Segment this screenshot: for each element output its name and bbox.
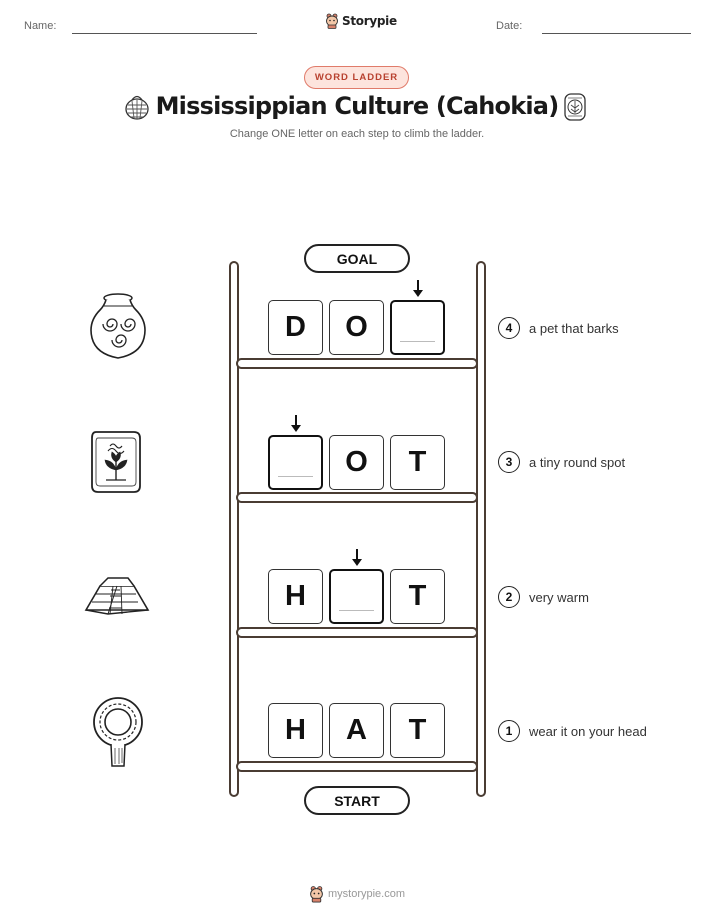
mascot-icon <box>325 13 339 29</box>
shell-gorget-icon <box>562 92 588 122</box>
step-number: 4 <box>498 317 520 339</box>
letter-tile: H <box>268 569 323 624</box>
letter-tile: O <box>329 435 384 490</box>
ladder-rung <box>236 761 478 772</box>
footer <box>309 885 405 903</box>
clue-text: very warm <box>529 590 589 605</box>
chunkey-stone-icon <box>90 696 146 768</box>
letter-tile: A <box>329 703 384 758</box>
blank-letter-input[interactable] <box>329 569 384 624</box>
down-arrow-icon <box>351 549 363 567</box>
mascot-icon <box>309 885 324 903</box>
ladder-rung <box>236 358 478 369</box>
step-number: 2 <box>498 586 520 608</box>
page-title: Mississippian Culture (Cahokia) <box>155 92 559 120</box>
brand-name: Storypie <box>342 14 397 28</box>
letter-tile: T <box>390 435 445 490</box>
step-number: 3 <box>498 451 520 473</box>
footer-url[interactable]: mystorypie.com <box>328 888 406 900</box>
clue-text: a pet that barks <box>529 321 619 336</box>
pottery-jar-icon <box>86 292 150 362</box>
start-label: START <box>304 786 410 815</box>
carved-tablet-icon <box>88 428 144 496</box>
brand-logo <box>325 13 397 29</box>
letter-tile: T <box>390 569 445 624</box>
letter-tile: D <box>268 300 323 355</box>
letter-tile: O <box>329 300 384 355</box>
ladder-rung <box>236 627 478 638</box>
name-line[interactable] <box>72 33 257 34</box>
blank-letter-input[interactable] <box>390 300 445 355</box>
down-arrow-icon <box>412 280 424 298</box>
clue-text: a tiny round spot <box>529 455 626 470</box>
date-label: Date: <box>496 20 523 32</box>
letter-tile: T <box>390 703 445 758</box>
letter-tile: H <box>268 703 323 758</box>
mound-pyramid-icon <box>82 574 152 616</box>
clue-text: wear it on your head <box>529 724 647 739</box>
down-arrow-icon <box>290 415 302 433</box>
step-number: 1 <box>498 720 520 742</box>
ladder-rung <box>236 492 478 503</box>
blank-letter-input[interactable] <box>268 435 323 490</box>
ladder-left-rail <box>229 261 239 797</box>
instructions: Change ONE letter on each step to climb the ladder. <box>229 128 485 140</box>
goal-label: GOAL <box>304 244 410 273</box>
name-label: Name: <box>24 20 57 32</box>
date-line[interactable] <box>542 33 691 34</box>
activity-badge: WORD LADDER <box>304 66 409 89</box>
ladder-right-rail <box>476 261 486 797</box>
